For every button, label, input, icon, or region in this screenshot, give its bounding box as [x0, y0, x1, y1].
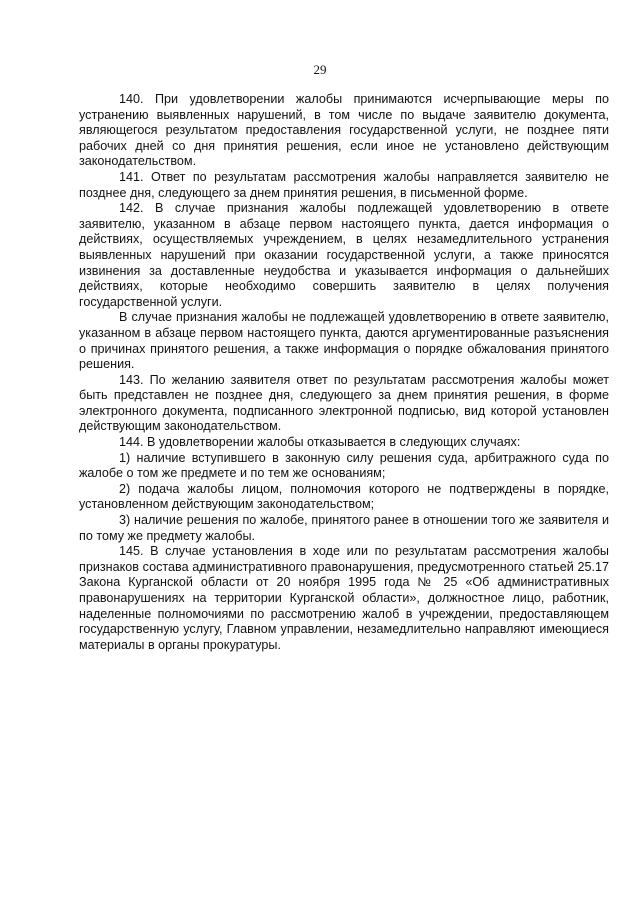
paragraph-144-item-1: 1) наличие вступившего в законную силу решения суда, арбитражного суда по жалобе о том же предмете и по тем же основаниям; — [79, 450, 609, 481]
page-number: 29 — [313, 62, 327, 77]
paragraph-145: 145. В случае установления в ходе или по результатам рассмотрения жалобы признаков состава административного правонарушения, предусмотренного статьей 25.17 Закона Курганской области от 20 ноября 1995 года № 25 «Об административных правонарушениях на территории Курганской области», должностное лицо, работник, наделенные полномочиями по рассмотрению жалоб в учреждении, предоставляющем государственную услугу, Главном управлении, незамедлительно направляют имеющиеся материалы в органы прокуратуры. — [79, 544, 609, 652]
paragraph-142-refusal: В случае признания жалобы не подлежащей удовлетворению в ответе заявителю, указанном в абзаце первом настоящего пункта, даются аргументированные разъяснения о причинах принятого решения, а также информация о порядке обжалования принятого решения. — [79, 310, 609, 372]
paragraph-144-item-3: 3) наличие решения по жалобе, принятого ранее в отношении того же заявителя и по тому же предмету жалобы. — [79, 513, 609, 543]
document-body — [79, 92, 609, 653]
paragraph-144-item-2: 2) подача жалобы лицом, полномочия которого не подтверждены в порядке, установленном действующим законодательством; — [79, 481, 609, 512]
paragraph-143: 143. По желанию заявителя ответ по результатам рассмотрения жалобы может быть представлен не позднее дня, следующего за днем принятия решения, в форме электронного документа, подписанного электронной подписью, вид которой установлен действующим законодательством. — [79, 372, 609, 434]
paragraph-140: 140. При удовлетворении жалобы принимаются исчерпывающие меры по устранению выявленных нарушений, в том числе по выдаче заявителю документа, являющегося результатом предоставления государственной услуги, не позднее пяти рабочих дней со дня принятия решения, если иное не установлено действующим законодательством. — [79, 92, 609, 169]
paragraph-144: 144. В удовлетворении жалобы отказывается в следующих случаях: — [119, 435, 521, 450]
paragraph-142: 142. В случае признания жалобы подлежащей удовлетворению в ответе заявителю, указанном в абзаце первом настоящего пункта, дается информация о действиях, осуществляемых учреждением, в целях незамедлительного устранения выявленных нарушений при оказании государственной услуги, а также приносятся извинения за доставленные неудобства и указывается информация о дальнейших действиях, которые необходимо совершить заявителю в целях получения государственной услуги. — [79, 201, 609, 309]
paragraph-141: 141. Ответ по результатам рассмотрения жалобы направляется заявителю не позднее дня, следующего за днем принятия решения, в письменной форме. — [79, 169, 609, 200]
